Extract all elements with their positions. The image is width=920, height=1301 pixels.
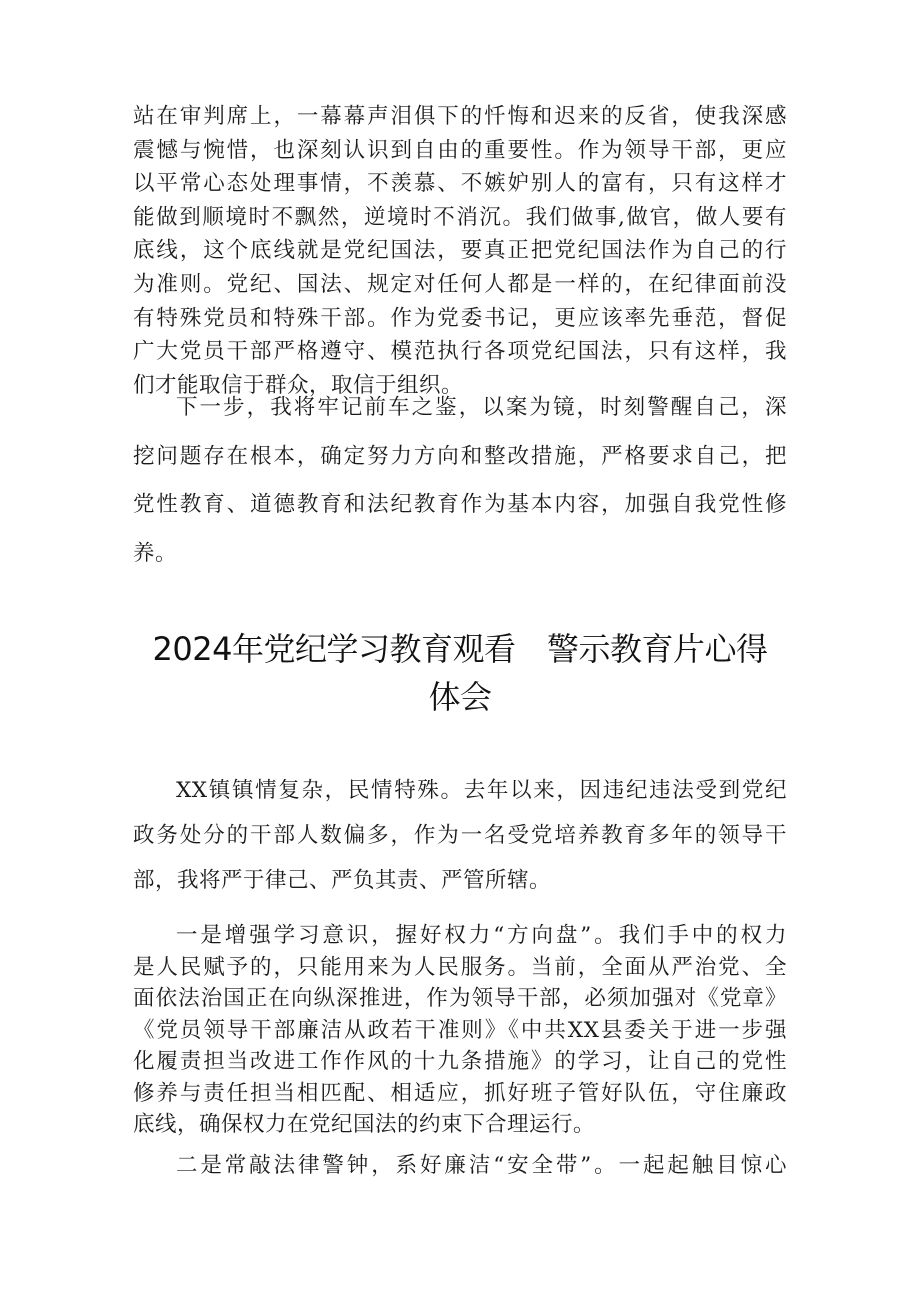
title-line-1: 2024年党纪学习教育观看 警示教育片心得 xyxy=(152,630,768,668)
text-line: 底线，确保权力在党纪国法的约束下合理运行。 xyxy=(133,1112,596,1137)
document-title-line-2 xyxy=(0,676,920,718)
text-line: 下一步，我将牢记前车之鉴，以案为镜，时刻警醒自己，深 xyxy=(176,395,787,420)
text-line: XX镇镇情复杂，民情特殊。去年以来，因违纪违法受到党纪 xyxy=(176,778,787,803)
text-line: 一是增强学习意识，握好权力“方向盘”。我们手中的权力 xyxy=(176,923,787,948)
paragraph-2 xyxy=(133,384,787,578)
text-line: 为准则。党纪、国法、规定对任何人都是一样的，在纪律面前没 xyxy=(133,271,787,297)
paragraph-5 xyxy=(133,1148,787,1184)
text-line: 挖问题存在根本，确定努力方向和整改措施，严格要求自己，把 xyxy=(133,443,787,469)
text-line: 以平常心态处理事情，不羡慕、不嫉妒别人的富有，只有这样才 xyxy=(133,171,787,197)
paragraph-3 xyxy=(133,768,787,903)
paragraph-4 xyxy=(133,920,787,1141)
text-line: 面依法治国正在向纵深推进，作为领导干部，必须加强对《党章》 xyxy=(133,986,787,1011)
text-line: 化履责担当改进工作作风的十九条措施》的学习，让自己的党性 xyxy=(133,1049,787,1074)
text-line: 站在审判席上，一幕幕声泪俱下的忏悔和迟来的反省，使我深感 xyxy=(133,104,787,129)
text-line: 部，我将严于律己、严负其责、严管所辖。 xyxy=(133,868,552,893)
text-line: 党性教育、道德教育和法纪教育作为基本内容，加强自我党性修 xyxy=(133,492,787,517)
text-line: 二是常敲法律警钟，系好廉洁“安全带”。一起起触目惊心 xyxy=(176,1153,787,1178)
text-line: 修养与责任担当相匹配、相适应，抓好班子管好队伍，守住廉政 xyxy=(133,1080,787,1106)
text-line: 是人民赋予的，只能用来为人民服务。当前，全面从严治党、全 xyxy=(133,954,787,980)
document-title xyxy=(0,628,920,670)
title-line-2: 体会 xyxy=(428,678,492,716)
text-line: 《党员领导干部廉洁从政若干准则》《中共XX县委关于进一步强 xyxy=(133,1017,787,1043)
paragraph-1 xyxy=(133,100,787,402)
text-line: 政务处分的干部人数偏多，作为一名受党培养教育多年的领导干 xyxy=(133,823,787,848)
text-line: 有特殊党员和特殊干部。作为党委书记，更应该率先垂范，督促 xyxy=(133,305,787,331)
text-line: 养。 xyxy=(133,540,178,566)
text-line: 震憾与惋惜，也深刻认识到自由的重要性。作为领导干部，更应 xyxy=(133,137,787,163)
text-line: 能做到顺境时不飘然，逆境时不消沉。我们做事,做官，做人要有 xyxy=(133,204,787,230)
text-line: 底线，这个底线就是党纪国法，要真正把党纪国法作为自己的行 xyxy=(133,238,787,264)
text-line: 们才能取信于群众，取信于组织。 xyxy=(133,372,464,398)
text-line: 广大党员干部严格遵守、模范执行各项党纪国法，只有这样，我 xyxy=(133,339,787,365)
